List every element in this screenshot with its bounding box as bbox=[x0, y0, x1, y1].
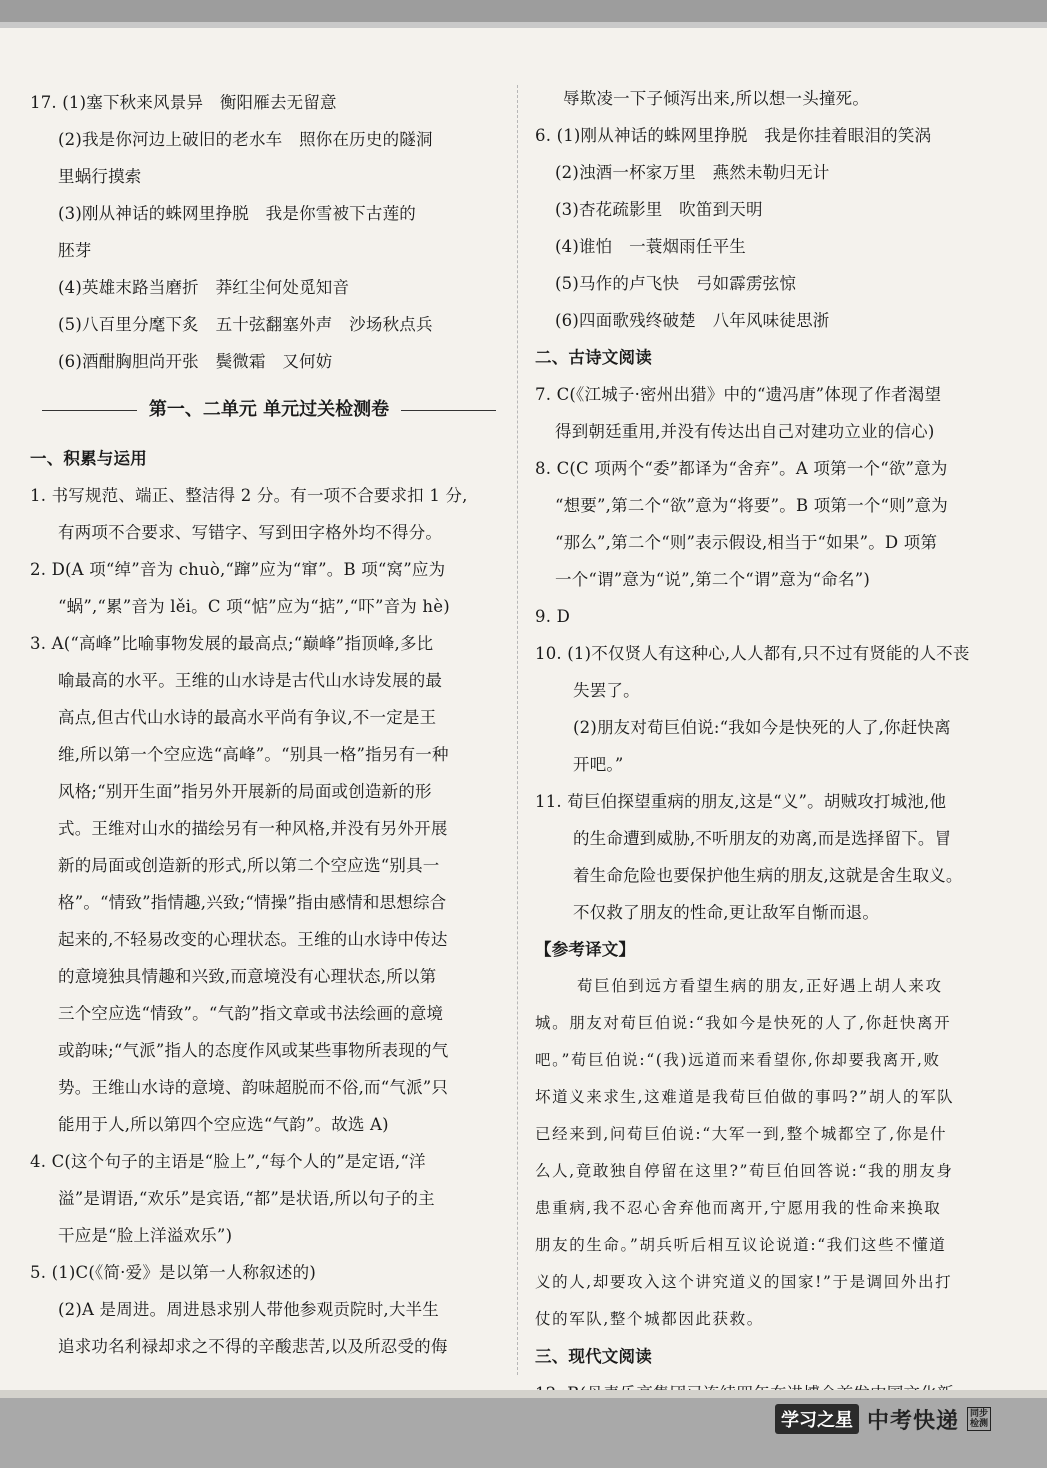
answer-line: 追求功名利禄却求之不得的辛酸悲苦,以及所忍受的侮 bbox=[58, 1337, 448, 1356]
answer-line: 格”。“情致”指情趣,兴致;“情操”指由感情和思想综合 bbox=[58, 893, 447, 912]
scan-bottom-shadow bbox=[0, 1390, 1047, 1398]
answer-line: 一个“谓”意为“说”,第二个“谓”意为“命名”) bbox=[555, 570, 870, 589]
translation-line: 仗的军队,整个城都因此获救。 bbox=[535, 1310, 764, 1328]
unit-title bbox=[30, 380, 508, 440]
answer-line: 失罢了。 bbox=[573, 681, 640, 700]
answer-line: “想要”,第二个“欲”意为“将要”。B 项第一个“则”意为 bbox=[555, 496, 948, 515]
answer-line: 维,所以第一个空应选“高峰”。“别具一格”指另有一种 bbox=[58, 745, 449, 764]
answer-6-line: (2)浊酒一杯家万里 燕然未勒归无计 bbox=[555, 163, 830, 182]
answer-line: 势。王维山水诗的意境、韵味超脱而不俗,而“气派”只 bbox=[58, 1078, 449, 1097]
translation-line: 坏道义来求生,这难道是我荀巨伯做的事吗?”胡人的军队 bbox=[535, 1088, 955, 1106]
answer-line: 能用于人,所以第四个空应选“气韵”。故选 A) bbox=[58, 1115, 389, 1134]
answer-17-line: 胚芽 bbox=[58, 241, 92, 260]
brand-tag: 同步检测 bbox=[967, 1407, 991, 1431]
translation-line: 患重病,我不忍心舍弃他而离开,宁愿用我的性命来换取 bbox=[535, 1199, 942, 1217]
answer-line: 得到朝廷重用,并没有传达出自己对建功立业的信心) bbox=[555, 422, 935, 441]
answer-line: 喻最高的水平。王维的山水诗是古代山水诗发展的最 bbox=[58, 671, 443, 690]
section-heading: 三、现代文阅读 bbox=[535, 1347, 652, 1366]
title-rule-right bbox=[401, 410, 496, 411]
answer-line: 5. (1)C(《简·爱》是以第一人称叙述的) bbox=[30, 1263, 316, 1282]
answer-line: 11. 荀巨伯探望重病的朋友,这是“义”。胡贼攻打城池,他 bbox=[535, 792, 947, 811]
answer-line: 9. D bbox=[535, 607, 571, 626]
answer-17-line: 17. (1)塞下秋来风景异 衡阳雁去无留意 bbox=[30, 93, 337, 112]
answer-line: 8. C(C 项两个“委”都译为“舍弃”。A 项第一个“欲”意为 bbox=[535, 459, 948, 478]
answer-line: 有两项不合要求、写错字、写到田字格外均不得分。 bbox=[58, 523, 443, 542]
translation-line: 荀巨伯到远方看望生病的朋友,正好遇上胡人来攻 bbox=[577, 977, 943, 995]
answer-line: (2)朋友对荀巨伯说:“我如今是快死的人了,你赶快离 bbox=[573, 718, 951, 737]
answer-line: 10. (1)不仅贤人有这种心,人人都有,只不过有贤能的人不丧 bbox=[535, 644, 970, 663]
unit-title-text: 第一、二单元 单元过关检测卷 bbox=[148, 399, 390, 420]
translation-line: 义的人,却要攻入这个讲究道义的国家!”于是调回外出打 bbox=[535, 1273, 953, 1291]
answer-line: 风格;“别开生面”指另外开展新的局面或创造新的形 bbox=[58, 782, 432, 801]
answer-line: 1. 书写规范、端正、整洁得 2 分。有一项不合要求扣 1 分, bbox=[30, 486, 468, 505]
answer-17-line: (6)酒酣胸胆尚开张 鬓微霜 又何妨 bbox=[58, 352, 333, 371]
answer-line: 2. D(A 项“绰”音为 chuò,“蹿”应为“窜”。B 项“窝”应为 bbox=[30, 560, 446, 579]
answer-6-line: (6)四面歌残终破楚 八年风味徒思浙 bbox=[555, 311, 830, 330]
answer-line: 干应是“脸上洋溢欢乐”) bbox=[58, 1226, 233, 1245]
publisher-logo bbox=[775, 1404, 991, 1434]
answer-line: 着生命危险也要保护他生病的朋友,这就是舍生取义。 bbox=[573, 866, 963, 885]
answer-line: 4. C(这个句子的主语是“脸上”,“每个人的”是定语,“洋 bbox=[30, 1152, 426, 1171]
section-heading: 二、古诗文阅读 bbox=[535, 348, 652, 367]
title-rule-left bbox=[42, 410, 137, 411]
answer-line: 不仅救了朋友的性命,更让敌军自惭而退。 bbox=[573, 903, 880, 922]
answer-6-line: (5)马作的卢飞快 弓如霹雳弦惊 bbox=[555, 274, 797, 293]
answer-17-line: (4)英雄末路当磨折 莽红尘何处觅知音 bbox=[58, 278, 350, 297]
answer-line: (2)A 是周进。周进恳求别人带他参观贡院时,大半生 bbox=[58, 1300, 439, 1319]
brand-title: 中考快递 bbox=[867, 1408, 960, 1434]
answer-line: 或韵味;“气派”指人的态度作风或某些事物所表现的气 bbox=[58, 1041, 449, 1060]
column-divider bbox=[517, 85, 518, 1375]
translation-line: 么人,竟敢独自停留在这里?”荀巨伯回答说:“我的朋友身 bbox=[535, 1162, 954, 1180]
reference-translation-heading: 【参考译文】 bbox=[535, 940, 636, 959]
translation-line: 吧。”荀巨伯说:“(我)远道而来看望你,你却要我离开,败 bbox=[535, 1051, 941, 1069]
answer-line: 7. C(《江城子·密州出猎》中的“遗冯唐”体现了作者渴望 bbox=[535, 385, 942, 404]
answer-17-line: (5)八百里分麾下炙 五十弦翻塞外声 沙场秋点兵 bbox=[58, 315, 433, 334]
left-column bbox=[30, 84, 508, 1365]
answer-6-line: 6. (1)刚从神话的蛛网里挣脱 我是你挂着眼泪的笑涡 bbox=[535, 126, 932, 145]
answer-6-line: (3)杏花疏影里 吹笛到天明 bbox=[555, 200, 763, 219]
answer-line: “那么”,第二个“则”表示假设,相当于“如果”。D 项第 bbox=[555, 533, 938, 552]
answer-line: 起来的,不轻易改变的心理状态。王维的山水诗中传达 bbox=[58, 930, 448, 949]
answer-line: “蜗”,“累”音为 lěi。C 项“惦”应为“掂”,“吓”音为 hè) bbox=[58, 597, 450, 616]
answer-line: 三个空应选“情致”。“气韵”指文章或书法绘画的意境 bbox=[58, 1004, 444, 1023]
answer-line: 辱欺凌一下子倾泻出来,所以想一头撞死。 bbox=[563, 89, 870, 108]
scan-top-edge bbox=[0, 0, 1047, 22]
translation-line: 已经来到,问荀巨伯说:“大军一到,整个城都空了,你是什 bbox=[535, 1125, 948, 1143]
answer-line: 式。王维对山水的描绘另有一种风格,并没有另外开展 bbox=[58, 819, 448, 838]
answer-line: 的生命遭到威胁,不听朋友的劝离,而是选择留下。冒 bbox=[573, 829, 952, 848]
answer-6-line: (4)谁怕 一蓑烟雨任平生 bbox=[555, 237, 746, 256]
answer-line: 的意境独具情趣和兴致,而意境没有心理状态,所以第 bbox=[58, 967, 437, 986]
right-column bbox=[535, 80, 1020, 1412]
answer-17-line: (2)我是你河边上破旧的老水车 照你在历史的隧洞 bbox=[58, 130, 433, 149]
answer-17-line: 里蜗行摸索 bbox=[58, 167, 142, 186]
answer-line: 新的局面或创造新的形式,所以第二个空应选“别具一 bbox=[58, 856, 440, 875]
brand-main: 学习之星 bbox=[775, 1404, 859, 1434]
answer-line: 3. A(“高峰”比喻事物发展的最高点;“巅峰”指顶峰,多比 bbox=[30, 634, 434, 653]
answer-line: 高点,但古代山水诗的最高水平尚有争议,不一定是王 bbox=[58, 708, 437, 727]
answer-line: 溢”是谓语,“欢乐”是宾语,“都”是状语,所以句子的主 bbox=[58, 1189, 435, 1208]
answer-17-line: (3)刚从神话的蛛网里挣脱 我是你雪被下古莲的 bbox=[58, 204, 416, 223]
scan-top-shadow bbox=[0, 22, 1047, 28]
translation-line: 城。朋友对荀巨伯说:“我如今是快死的人了,你赶快离开 bbox=[535, 1014, 952, 1032]
answer-line: 开吧。” bbox=[573, 755, 624, 774]
section-heading: 一、积累与运用 bbox=[30, 449, 147, 468]
translation-line: 朋友的生命。”胡兵听后相互议论说道:“我们这些不懂道 bbox=[535, 1236, 947, 1254]
